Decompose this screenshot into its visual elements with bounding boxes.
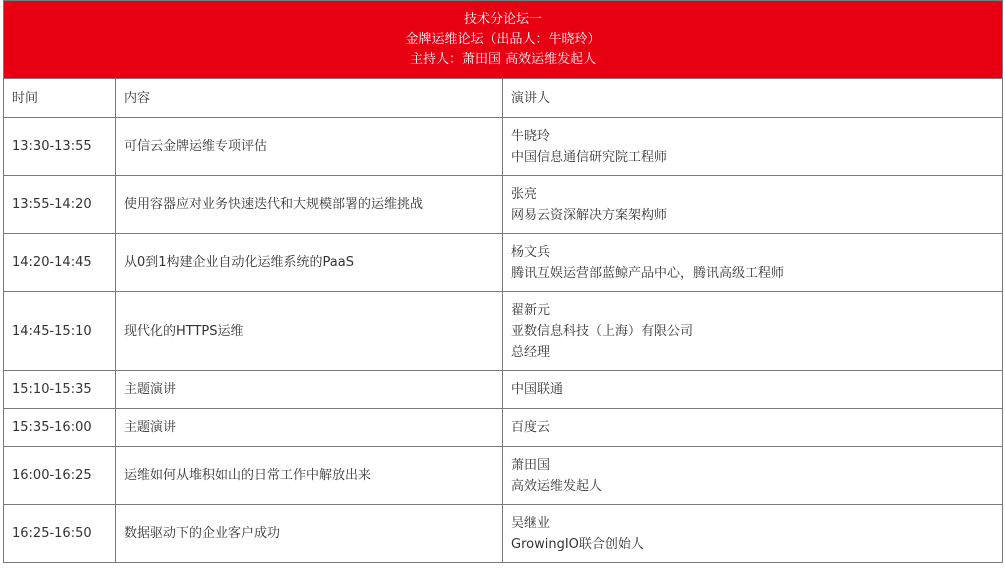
speaker-name: 牛晓玲	[511, 128, 551, 144]
forum-header-row	[4, 1, 1003, 79]
table-row	[4, 505, 1003, 563]
speaker-title: 总经理	[511, 344, 551, 360]
speaker-name: 百度云	[511, 420, 551, 435]
session-speaker	[503, 234, 1003, 292]
session-time: 14:45-15:10	[4, 292, 116, 371]
session-topic: 使用容器应对业务快速迭代和大规模部署的运维挑战	[116, 176, 503, 234]
speaker-name: 张亮	[511, 186, 538, 202]
session-time: 16:25-16:50	[4, 505, 116, 563]
forum-header	[4, 1, 1003, 79]
session-topic: 从0到1构建企业自动化运维系统的PaaS	[116, 234, 503, 292]
column-header-content: 内容	[116, 79, 503, 118]
speaker-title: 中国信息通信研究院工程师	[511, 149, 668, 165]
session-time: 16:00-16:25	[4, 447, 116, 505]
speaker-title: 亚数信息科技（上海）有限公司	[511, 323, 694, 339]
speaker-title: 高效运维发起人	[511, 478, 603, 494]
session-topic: 主题演讲	[116, 371, 503, 409]
session-speaker	[503, 505, 1003, 563]
table-row	[4, 292, 1003, 371]
speaker-name: 吴继业	[511, 515, 551, 531]
table-row	[4, 371, 1003, 409]
session-time: 15:35-16:00	[4, 409, 116, 447]
schedule-body	[4, 1, 1003, 563]
speaker-title: GrowingIO联合创始人	[511, 536, 644, 552]
session-topic: 现代化的HTTPS运维	[116, 292, 503, 371]
session-speaker	[503, 118, 1003, 176]
speaker-name: 翟新元	[511, 302, 551, 318]
session-speaker	[503, 292, 1003, 371]
table-row	[4, 176, 1003, 234]
table-row	[4, 118, 1003, 176]
forum-subtitle: 金牌运维论坛（出品人：牛晓玲）	[405, 31, 601, 47]
session-speaker	[503, 371, 1003, 409]
forum-host: 主持人：萧田国 高效运维发起人	[409, 51, 597, 67]
table-row	[4, 234, 1003, 292]
session-topic: 可信云金牌运维专项评估	[116, 118, 503, 176]
session-time: 14:20-14:45	[4, 234, 116, 292]
speaker-title: 网易云资深解决方案架构师	[511, 207, 668, 223]
session-speaker	[503, 176, 1003, 234]
speaker-name: 中国联通	[511, 382, 564, 397]
session-time: 15:10-15:35	[4, 371, 116, 409]
speaker-name: 杨文兵	[511, 244, 551, 260]
table-row	[4, 409, 1003, 447]
forum-title: 技术分论坛一	[464, 11, 543, 27]
session-speaker	[503, 409, 1003, 447]
column-header-row	[4, 79, 1003, 118]
schedule-table	[3, 0, 1003, 563]
session-topic: 主题演讲	[116, 409, 503, 447]
table-row	[4, 447, 1003, 505]
session-time: 13:30-13:55	[4, 118, 116, 176]
session-topic: 数据驱动下的企业客户成功	[116, 505, 503, 563]
column-header-time: 时间	[4, 79, 116, 118]
speaker-name: 萧田国	[511, 457, 551, 473]
session-time: 13:55-14:20	[4, 176, 116, 234]
session-topic: 运维如何从堆积如山的日常工作中解放出来	[116, 447, 503, 505]
session-speaker	[503, 447, 1003, 505]
speaker-title: 腾讯互娱运营部蓝鲸产品中心，腾讯高级工程师	[511, 265, 785, 281]
column-header-speaker: 演讲人	[503, 79, 1003, 118]
